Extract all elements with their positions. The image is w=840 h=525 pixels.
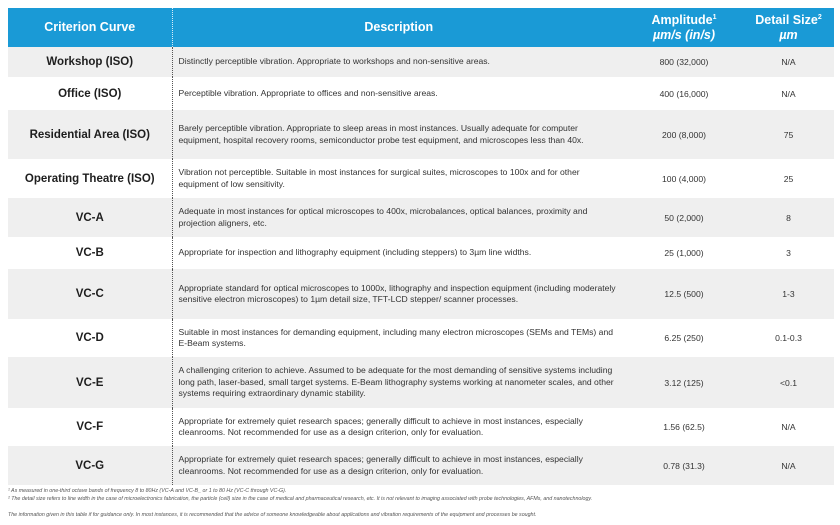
criterion-name: Operating Theatre (ISO)	[8, 159, 172, 198]
header-detail-footnote-mark: 2	[817, 13, 822, 21]
criterion-description: Appropriate for inspection and lithography equipment (including steppers) to 3µm line widths.	[178, 247, 532, 258]
footnote-detail-size: ² The detail size refers to line width in the case of microelectronics fabrication, the particle (cell) size in the case of medical and pharmaceutical research, etc. It is not relevant to imaging associated with probe technologies, AFMs, and nanotechnology.	[8, 496, 593, 502]
table-row	[8, 319, 834, 357]
criterion-detail-size: N/A	[743, 47, 834, 77]
table-row	[8, 357, 834, 408]
vibration-criteria-table	[8, 8, 834, 485]
table-row	[8, 47, 834, 77]
table-header-row	[8, 8, 834, 47]
criterion-amplitude: 0.78 (31.3)	[625, 446, 743, 485]
header-amplitude	[625, 8, 743, 47]
criterion-description: Perceptible vibration. Appropriate to offices and non-sensitive areas.	[178, 87, 438, 98]
criterion-name: VC-C	[8, 269, 172, 319]
criterion-name: VC-B	[8, 237, 172, 269]
criterion-name: Workshop (ISO)	[8, 47, 172, 77]
criterion-amplitude: 12.5 (500)	[625, 269, 743, 319]
criterion-description: Adequate in most instances for optical microscopes to 400x, microbalances, optical balances, proximity and projection aligners, etc.	[172, 198, 625, 237]
criterion-name: VC-G	[8, 446, 172, 485]
footnotes	[8, 487, 834, 519]
header-amplitude-unit: µm/s (in/s)	[652, 27, 716, 42]
criterion-detail-size: 0.1-0.3	[775, 333, 802, 343]
header-detail-unit: µm	[779, 27, 798, 42]
criterion-description: Vibration not perceptible. Suitable in most instances for surgical suites, microscopes to 100x and for other equipment of low sensitivity.	[178, 167, 580, 189]
header-amplitude-footnote-mark: 1	[712, 13, 717, 21]
table-row	[8, 198, 834, 237]
header-detail-size	[743, 8, 834, 47]
criterion-detail-size: N/A	[743, 446, 834, 485]
criterion-amplitude: 200 (8,000)	[625, 110, 743, 159]
criterion-name: VC-E	[8, 357, 172, 408]
criterion-detail-size: 8	[743, 198, 834, 237]
table-row	[8, 77, 834, 110]
criterion-description: Appropriate for extremely quiet research spaces; generally difficult to achieve in most instances, especially cleanrooms. Not recommended for use as a design criterion, only for evaluation.	[178, 415, 583, 437]
criterion-amplitude: 50 (2,000)	[625, 198, 743, 237]
criterion-name: VC-D	[8, 319, 172, 357]
criterion-description: Appropriate standard for optical microscopes to 1000x, lithography and inspection equipment (including moderately sensitive electron microscopes) to 1µm detail size, TFT-LCD stepper/ scanner processes.	[172, 269, 625, 319]
criterion-amplitude: 400 (16,000)	[659, 88, 709, 99]
disclaimer-note: The information given in this table if for guidance only. In most instances, it is recommended that the advice of someone knowledgeable about applications and vibration requirements of the equipment and processes be sought.	[8, 512, 537, 518]
criterion-amplitude: 6.25 (250)	[664, 333, 704, 343]
criterion-description: A challenging criterion to achieve. Assumed to be adequate for the most demanding of sensitive systems including long path, laser-based, small target systems. E-Beam lithography systems working at nanometer scales, and other systems requiring extraordinary dynamic stability.	[172, 357, 625, 408]
criterion-description: Appropriate for extremely quiet research spaces; generally difficult to achieve in most instances, especially cleanrooms. Not recommended for use as a design criterion, only for evaluation.	[172, 446, 625, 485]
criterion-amplitude: 3.12 (125)	[625, 357, 743, 408]
criterion-description: Distinctly perceptible vibration. Appropriate to workshops and non-sensitive areas.	[172, 47, 625, 77]
criterion-detail-size: 1-3	[743, 269, 834, 319]
criterion-detail-size: 3	[786, 248, 791, 258]
criterion-amplitude: 100 (4,000)	[662, 173, 706, 184]
table-row	[8, 110, 834, 159]
criterion-amplitude: 1.56 (62.5)	[663, 422, 705, 432]
criterion-detail-size: <0.1	[743, 357, 834, 408]
criterion-description: Barely perceptible vibration. Appropriate to sleep areas in most instances. Usually adequate for computer equipment, hospital recovery rooms, semiconductor probe test equipment, and microscopes less than 40x.	[172, 110, 625, 159]
criterion-detail-size: N/A	[781, 422, 796, 432]
criterion-amplitude: 800 (32,000)	[625, 47, 743, 77]
criterion-name: Office (ISO)	[8, 77, 172, 110]
criterion-detail-size: 25	[783, 173, 794, 184]
table-row	[8, 159, 834, 198]
header-criterion-curve: Criterion Curve	[8, 8, 172, 47]
criterion-description: Suitable in most instances for demanding equipment, including many electron microscopes (SEMs and TEMs) and E-Beam systems.	[178, 326, 614, 348]
criterion-amplitude: 25 (1,000)	[664, 248, 704, 258]
header-amplitude-label: Amplitude	[651, 12, 713, 27]
header-description: Description	[172, 8, 625, 47]
table-row	[8, 408, 834, 446]
table-row	[8, 269, 834, 319]
table-row	[8, 237, 834, 269]
criterion-name: Residential Area (ISO)	[8, 110, 172, 159]
header-detail-label: Detail Size	[755, 12, 818, 27]
footnote-amplitude: ¹ As measured in one-third octave bands of frequency 8 to 80Hz (VC-A and VC-B_ or 1 to 80 Hz (VC-C through VC-G).	[8, 488, 287, 494]
criterion-name: VC-F	[8, 408, 172, 446]
criterion-detail-size: N/A	[781, 88, 796, 99]
criterion-detail-size: 75	[743, 110, 834, 159]
criterion-name: VC-A	[8, 198, 172, 237]
table-row	[8, 446, 834, 485]
